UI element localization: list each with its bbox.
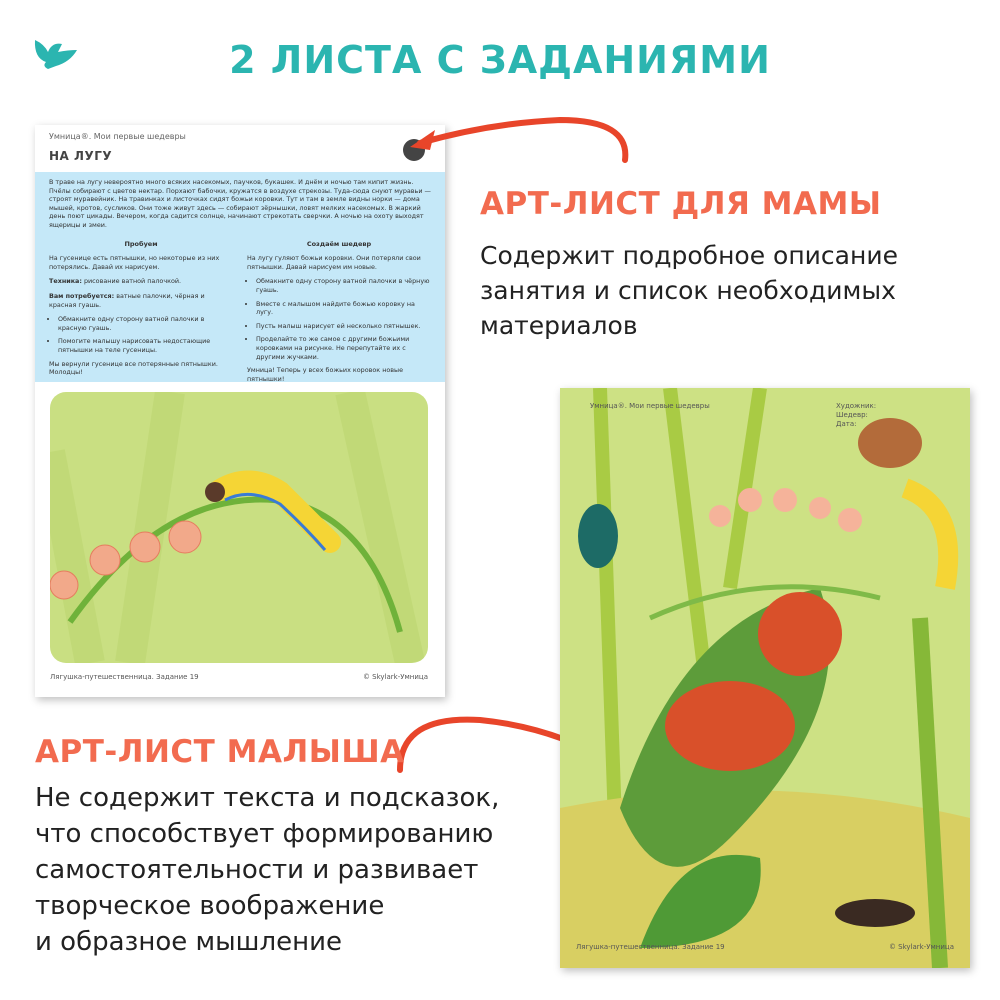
mom-sheet-description [480, 238, 898, 343]
sheet-footer-left: Лягушка-путешественница. Задание 19 [50, 673, 199, 681]
description-line: что способствует формированию [35, 819, 494, 849]
artist-label: Художник: [836, 402, 877, 410]
step: • Проделайте то же самое с другими божьими коровками на рисунке. Не перепутайте их с другими жучками. [256, 335, 431, 361]
sheet-footer-right: © Skylark-Умница [888, 943, 954, 951]
sheet-brand: Умница®. Мои первые шедевры [590, 402, 710, 410]
description-line: Не содержит текста и подсказок, [35, 783, 500, 813]
materials-value: ватные палочки, чёрная и красная гуашь. [49, 291, 205, 309]
sheet-footer-left: Лягушка-путешественница. Задание 19 [576, 943, 725, 951]
description-line: Содержит подробное описание [480, 241, 898, 270]
description-line: материалов [480, 311, 638, 340]
step: • Вместе с малышом найдите божью коровку на лугу. [256, 300, 431, 317]
step: • Обмакните одну сторону ватной палочки в чёрную гуашь. [256, 277, 431, 294]
kid-sheet-heading: АРТ-ЛИСТ МАЛЫША [35, 734, 405, 770]
materials-label: Вам потребуется: [49, 291, 115, 300]
mom-art-sheet [35, 125, 445, 697]
technique-value: рисование ватной палочкой. [81, 277, 182, 286]
sheet-title: НА ЛУГУ [49, 149, 113, 163]
column-end: Мы вернули гусенице все потерянные пятнышки. Молодцы! [49, 359, 218, 377]
sheet-brand: Умница®. Мои первые шедевры [49, 132, 186, 141]
kid-art-sheet [560, 388, 970, 968]
description-line: занятия и список необходимых [480, 276, 896, 305]
column-end: Умница! Теперь у всех божьих коровок новые пятнышки! [247, 366, 404, 383]
intro-text: В траве на лугу невероятно много всяких насекомых, паучков, букашек. И днём и ночью там кипит жизнь. Пчёлы собирают с цветов нектар. Порхают бабочки, кружатся в воздухе стрекозы. Туда-сюда снуют муравьи — строят муравейник. На травинках и листочках сидят божьи коровки. Тут и там в земле видны норки — дома мышей, кротов, сусликов. Они тоже живут здесь — собирают зёрнышки, ловят мелких насекомых. В жаркий день поют цикады. Вечером, когда садится солнце, начинают стрекотать сверчки. А ночью на охоту выходят ящерицы и змеи. [49, 178, 431, 229]
column-title: Создаём шедевр [306, 239, 372, 248]
technique-label: Техника: [49, 277, 82, 286]
work-label: Шедевр: [836, 411, 868, 419]
step: • Пусть малыш нарисует ей несколько пятнышек. [256, 322, 431, 331]
caterpillar-illustration [50, 392, 428, 663]
column-title: Пробуем [124, 239, 158, 248]
page-title: 2 ЛИСТА С ЗАДАНИЯМИ [229, 38, 771, 82]
technique [49, 277, 233, 286]
materials [49, 292, 233, 309]
step: • Помогите малышу нарисовать недостающие пятнышки на теле гусеницы. [58, 337, 233, 354]
date-label: Дата: [836, 420, 857, 428]
column-text: На лугу гуляют божьи коровки. Они потеряли свои пятнышки. Давай нарисуем им новые. [247, 254, 421, 271]
mom-sheet-heading: АРТ-ЛИСТ ДЛЯ МАМЫ [480, 186, 882, 222]
try-column [49, 240, 233, 390]
description-line: творческое воображение [35, 891, 385, 921]
column-text: На гусенице есть пятнышки, но некоторые из них потерялись. Давай их нарисуем. [49, 254, 220, 271]
sheet-footer-right: © Skylark-Умница [362, 673, 428, 681]
step: • Обмакните одну сторону ватной палочки в красную гуашь. [58, 315, 233, 332]
description-line: и образное мышление [35, 927, 342, 957]
description-line: самостоятельности и развивает [35, 855, 479, 885]
arrow-icon [400, 105, 640, 165]
instructions-panel [35, 172, 445, 382]
create-column [247, 240, 431, 390]
kid-sheet-description [35, 780, 499, 960]
